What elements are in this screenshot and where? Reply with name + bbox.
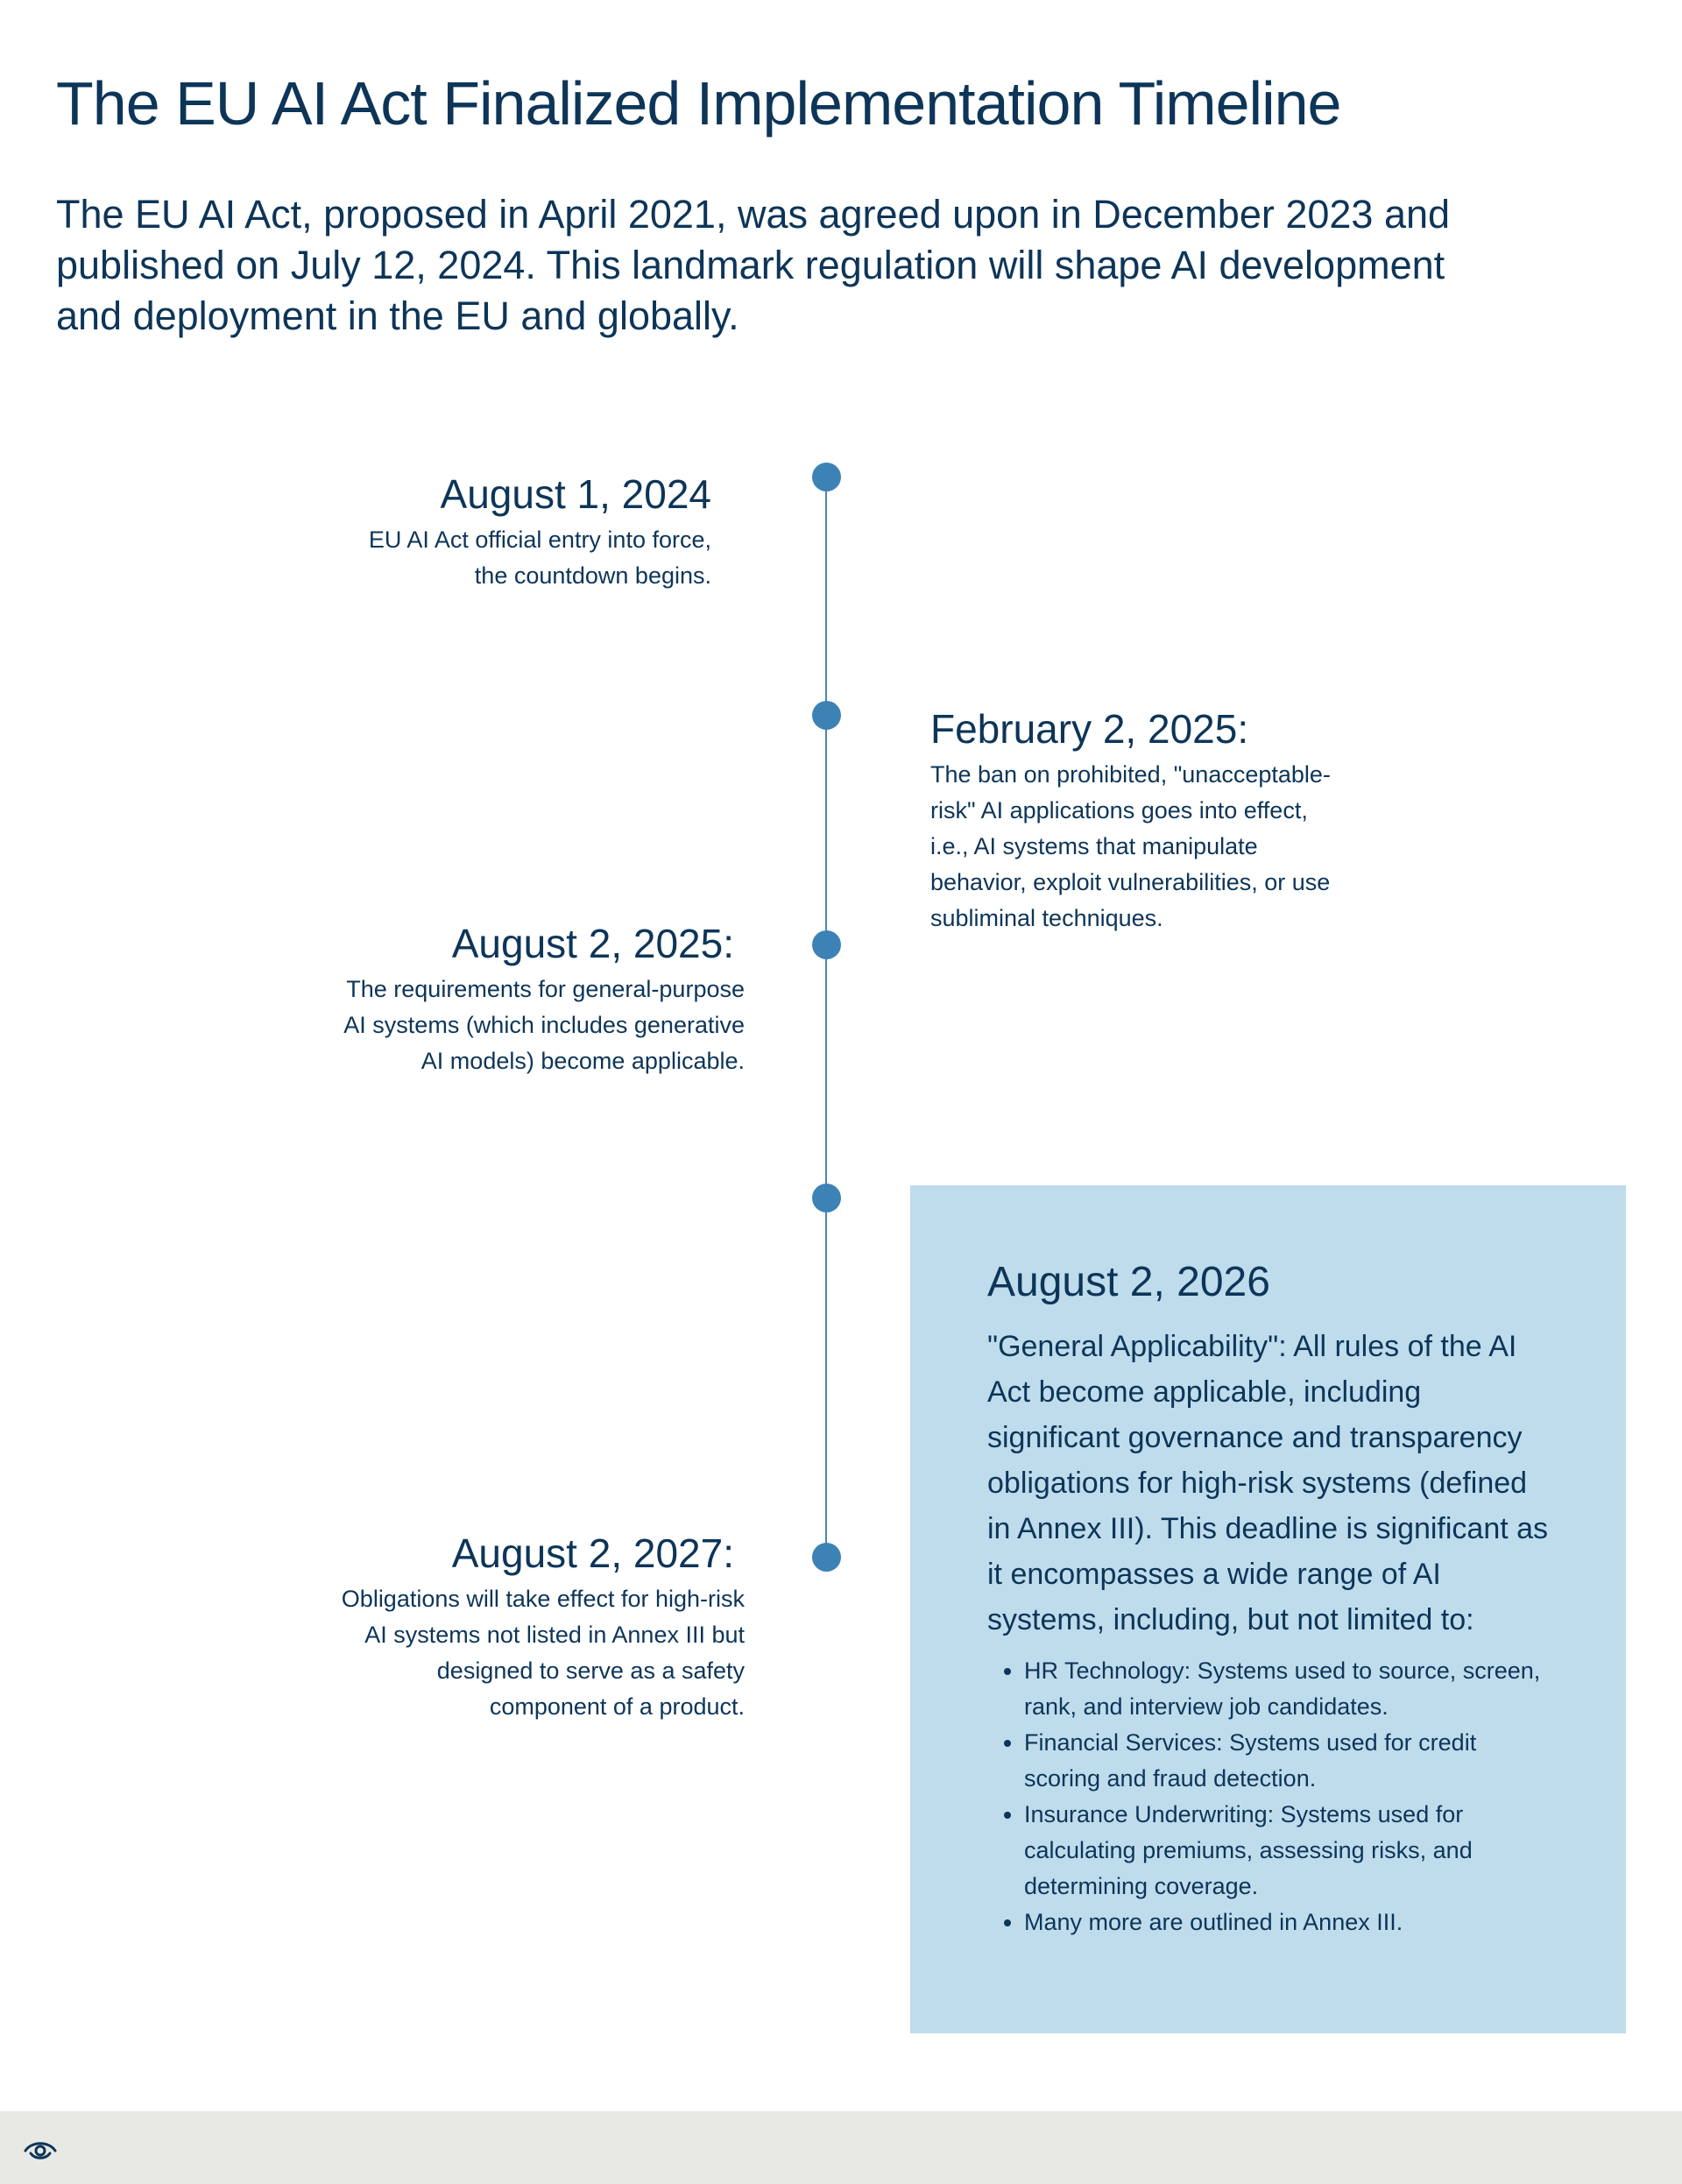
list-item: • Insurance Underwriting: Systems used for calculating premiums, assessing risks, and determining coverage.	[1024, 1797, 1557, 1905]
list-item: • Financial Services: Systems used for credit scoring and fraud detection.	[1024, 1725, 1557, 1797]
event-aug-2024	[333, 470, 711, 594]
event-date: February 2, 2025:	[930, 706, 1249, 752]
event-date: August 2, 2025:	[451, 921, 734, 966]
event-aug-2027	[333, 1529, 745, 1725]
timeline-dot-aug-2026	[812, 1184, 841, 1212]
event-date: August 2, 2026	[987, 1259, 1270, 1305]
event-description: The requirements for general-purpose AI systems (which includes generative AI models) become applicable.	[343, 976, 745, 1074]
high-risk-list	[987, 1653, 1557, 1940]
eye-logo-icon	[23, 2138, 58, 2162]
list-item: • Many more are outlined in Annex III.	[1024, 1905, 1557, 1940]
footer-bar	[0, 2111, 1682, 2184]
event-date: August 2, 2027:	[451, 1530, 734, 1576]
list-item: • HR Technology: Systems used to source, screen, rank, and interview job candidates.	[1024, 1653, 1557, 1725]
intro-text: The EU AI Act, proposed in April 2021, was agreed upon in December 2023 and published on July 12, 2024. This landmark regulation will shape AI development and deployment in the EU and globally.	[56, 192, 1451, 338]
page-title: The EU AI Act Finalized Implementation Timeline	[56, 69, 1341, 138]
event-aug-2025	[333, 919, 745, 1079]
timeline-dot-aug-2024	[812, 463, 841, 491]
general-applicability-box	[910, 1185, 1626, 2033]
timeline-dot-aug-2027	[812, 1543, 841, 1572]
event-description: Obligations will take effect for high-risk AI systems not listed in Annex III but designed to serve as a safety component of a product.	[341, 1586, 745, 1720]
event-description: The ban on prohibited, "unacceptable-risk" AI applications goes into effect, i.e., AI systems that manipulate behavior, exploit vulnerabilities, or use subliminal techniques.	[930, 761, 1331, 931]
event-date: August 1, 2024	[440, 471, 711, 517]
event-feb-2025	[930, 704, 1339, 937]
box-content	[987, 1257, 1557, 1940]
event-description: "General Applicability": All rules of the AI Act become applicable, including significant governance and transparency obligations for high-risk systems (defined in Annex III). This deadline is significant as it encompasses a wide range of AI systems, including, but not limited to:	[987, 1330, 1549, 1636]
timeline-dot-aug-2025	[812, 930, 841, 959]
timeline-dot-feb-2025	[812, 701, 841, 730]
timeline-line	[825, 477, 827, 1558]
event-description: EU AI Act official entry into force, the countdown begins.	[368, 527, 711, 589]
